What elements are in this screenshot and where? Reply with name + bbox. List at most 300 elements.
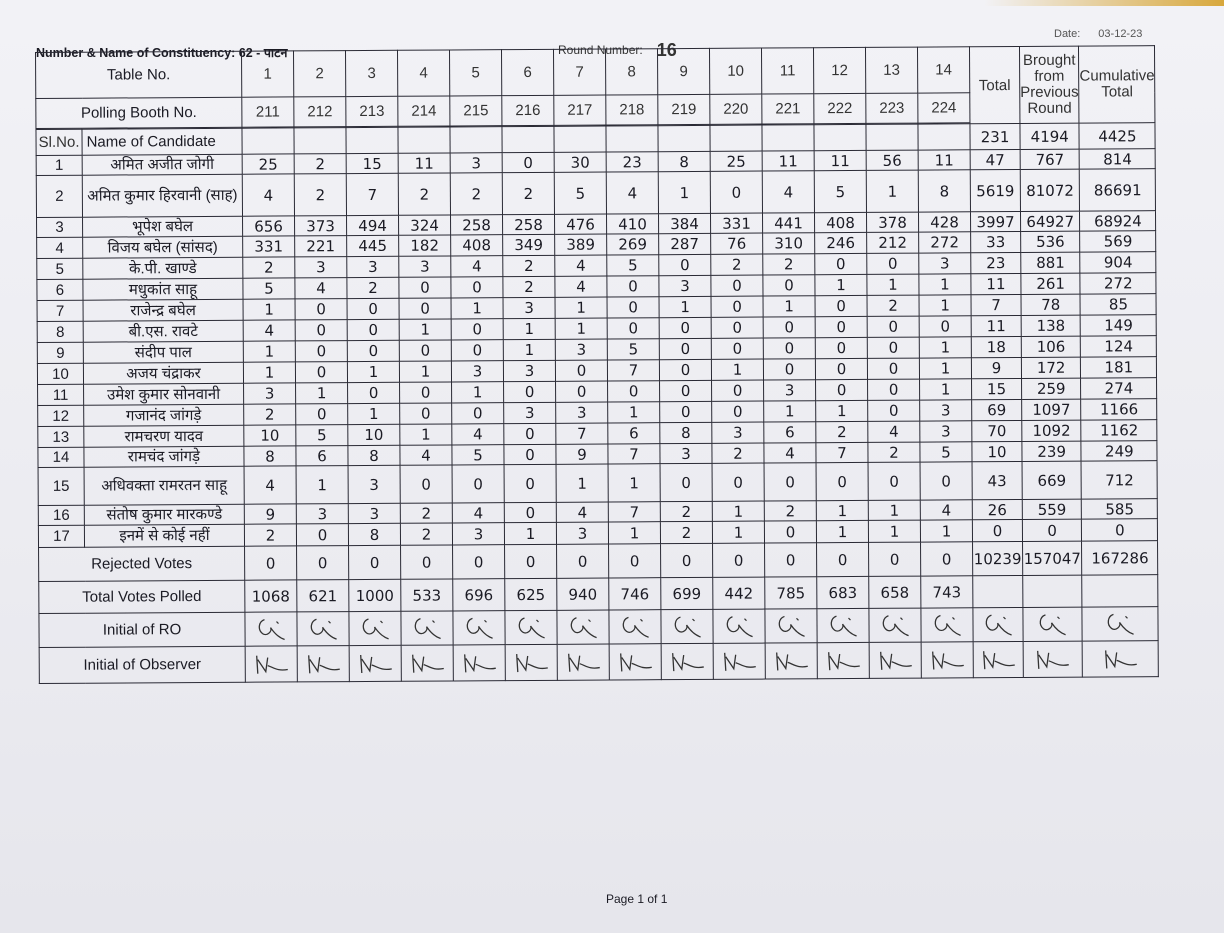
cumulative-cell: 181: [1081, 357, 1157, 378]
blank-cell: [1082, 575, 1158, 607]
vote-cell: 4: [606, 172, 658, 214]
ro-signature: [609, 610, 661, 644]
total-cell: 5619: [970, 169, 1020, 211]
cumulative-cell: 585: [1082, 499, 1158, 519]
vote-cell: 221: [295, 236, 347, 257]
vote-cell: 1: [243, 362, 295, 383]
vote-cell: 0: [920, 462, 972, 500]
vote-cell: 3: [920, 400, 972, 421]
vote-cell: 0: [452, 465, 504, 503]
blank-cell: [502, 126, 554, 152]
rejected-total: 10239: [973, 541, 1023, 575]
vote-cell: 2: [712, 443, 764, 463]
vote-cell: 4: [400, 445, 452, 465]
handwritten-initial-icon: [251, 651, 291, 677]
vote-cell: 6: [764, 422, 816, 443]
vote-cell: 76: [711, 233, 763, 254]
vote-cell: 441: [762, 213, 814, 233]
handwritten-initial-icon: [459, 650, 499, 676]
vote-cell: 3: [399, 256, 451, 277]
vote-cell: 2: [398, 173, 450, 215]
vote-cell: 0: [868, 462, 920, 500]
blank-cell: [554, 126, 606, 152]
vote-cell: 7: [607, 360, 659, 381]
vote-cell: 0: [399, 298, 451, 319]
vote-cell: 4: [242, 174, 294, 216]
vote-cell: 269: [607, 234, 659, 255]
rejected-cell: 0: [609, 544, 661, 578]
rejected-label: Rejected Votes: [39, 546, 245, 581]
vote-cell: 0: [763, 317, 815, 338]
cumulative-cell: 0: [1082, 519, 1158, 541]
vote-cell: 389: [555, 234, 607, 255]
vote-cell: 56: [866, 150, 918, 170]
handwritten-initial-icon: [670, 612, 704, 640]
vote-cell: 272: [919, 232, 971, 253]
vote-cell: 3: [712, 422, 764, 443]
vote-cell: 1: [503, 318, 555, 339]
serial-number: 10: [37, 363, 83, 384]
table-no-cell: 9: [657, 48, 709, 94]
blank-cell: [814, 124, 866, 150]
vote-cell: 246: [815, 232, 867, 253]
vote-cell: 2: [400, 503, 452, 523]
vote-cell: 0: [764, 463, 816, 501]
vote-cell: 4: [556, 502, 608, 522]
vote-cell: 2: [450, 173, 502, 215]
vote-cell: 1: [764, 401, 816, 422]
observer-label: Initial of Observer: [39, 646, 245, 683]
ro-signature: [297, 612, 349, 646]
vote-cell: 476: [555, 214, 607, 234]
serial-number: 17: [38, 525, 84, 547]
vote-cell: 378: [866, 212, 918, 232]
vote-cell: 0: [712, 463, 764, 501]
vote-cell: 2: [400, 523, 452, 545]
serial-number: 12: [38, 405, 84, 426]
candidate-name: बी.एस. रावटे: [83, 320, 243, 342]
vote-cell: 0: [504, 444, 556, 464]
name-header: Name of Candidate: [82, 128, 242, 155]
header-brought-value: 4194: [1020, 123, 1080, 149]
serial-number: 15: [38, 467, 84, 505]
vote-cell: 2: [244, 404, 296, 425]
vote-cell: 331: [243, 236, 295, 257]
vote-cell: 324: [399, 215, 451, 235]
brought-cell: 1097: [1022, 399, 1081, 420]
booth-no-cell: 220: [710, 94, 762, 124]
vote-cell: 0: [607, 276, 659, 297]
vote-cell: 310: [763, 233, 815, 254]
polled-cell: 625: [505, 578, 557, 610]
vote-cell: 1: [658, 171, 710, 213]
vote-cell: 428: [918, 212, 970, 232]
vote-cell: 1: [919, 295, 971, 316]
vote-cell: 1: [556, 464, 608, 502]
vote-cell: 0: [347, 319, 399, 340]
handwritten-initial-icon: [875, 647, 915, 673]
vote-cell: 3: [764, 380, 816, 401]
ro-signature: [401, 611, 453, 645]
table-no-cell: 4: [397, 50, 449, 96]
vote-cell: 0: [399, 277, 451, 298]
vote-cell: 1: [399, 319, 451, 340]
table-no-cell: 13: [865, 47, 917, 93]
vote-cell: 0: [400, 382, 452, 403]
cumulative-cell: 249: [1081, 441, 1157, 461]
vote-cell: 0: [347, 340, 399, 361]
observer-signature: [817, 642, 869, 678]
header-cumulative-value: 4425: [1079, 123, 1155, 149]
serial-number: 6: [37, 279, 83, 300]
table-no-cell: 5: [449, 50, 501, 96]
vote-cell: 7: [816, 442, 868, 462]
vote-cell: 3: [451, 361, 503, 382]
blank-cell: [606, 126, 658, 152]
handwritten-initial-icon: [618, 613, 652, 641]
vote-cell: 0: [504, 464, 556, 502]
rejected-cell: 0: [921, 542, 973, 576]
vote-cell: 1: [816, 520, 868, 542]
blank-cell: [294, 128, 346, 154]
vote-cell: 1: [919, 274, 971, 295]
vote-cell: 1: [712, 501, 764, 521]
polled-cell: 785: [765, 577, 817, 609]
rejected-cumulative: 167286: [1082, 541, 1158, 575]
vote-cell: 4: [451, 256, 503, 277]
blank-cell: [1023, 575, 1083, 607]
vote-cell: 0: [815, 316, 867, 337]
brought-cell: 881: [1021, 252, 1080, 273]
vote-cell: 2: [816, 421, 868, 442]
brought-cell: 536: [1021, 231, 1080, 252]
vote-cell: 287: [659, 233, 711, 254]
vote-cell: 331: [710, 213, 762, 233]
observer-signature: [661, 643, 713, 679]
vote-cell: 0: [659, 359, 711, 380]
table-no-row: [36, 46, 1156, 99]
vote-cell: 0: [712, 401, 764, 422]
vote-cell: 0: [504, 381, 556, 402]
ro-signature: [557, 610, 609, 644]
booth-no-cell: 211: [242, 97, 294, 127]
booth-no-cell: 221: [762, 94, 814, 124]
rejected-cell: 0: [453, 545, 505, 579]
cumulative-cell: 124: [1081, 336, 1157, 357]
page-number: Page 1 of 1: [606, 892, 668, 906]
slno-header: Sl.No.: [36, 129, 82, 155]
vote-cell: 11: [918, 150, 970, 170]
vote-cell: 494: [347, 215, 399, 235]
observer-signature: [245, 646, 297, 682]
ro-signature: [869, 608, 921, 642]
vote-cell: 0: [659, 338, 711, 359]
polled-cell: 533: [401, 579, 453, 611]
cumulative-cell: 904: [1080, 252, 1156, 273]
booth-no-cell: 219: [658, 94, 710, 124]
brought-cell: 64927: [1020, 211, 1079, 231]
polled-cell: 1000: [349, 579, 401, 611]
vote-cell: 8: [918, 170, 970, 212]
brought-cell: 106: [1021, 336, 1080, 357]
rejected-cell: 0: [869, 542, 921, 576]
page-corner-edge: [984, 0, 1224, 6]
vote-cell: 3: [296, 504, 348, 524]
polled-cell: 699: [661, 577, 713, 609]
observer-signature: [1023, 641, 1083, 677]
cumulative-cell: 814: [1079, 149, 1155, 169]
observer-signature: [869, 642, 921, 678]
vote-cell: 6: [296, 446, 348, 466]
table-no-cell: 11: [761, 48, 813, 94]
vote-cell: 0: [502, 152, 554, 172]
observer-signature: [921, 642, 973, 678]
ro-signature: [1082, 607, 1158, 641]
vote-cell: 8: [348, 523, 400, 545]
vote-cell: 1: [816, 500, 868, 520]
observer-signature: [765, 643, 817, 679]
vote-cell: 4: [452, 503, 504, 523]
table-no-cell: 3: [345, 50, 397, 96]
handwritten-initial-icon: [358, 614, 392, 642]
rejected-cell: 0: [557, 544, 609, 578]
handwritten-initial-icon: [771, 648, 811, 674]
booth-no-cell: 217: [554, 95, 606, 125]
booth-no-cell: 223: [866, 93, 918, 123]
vote-cell: 0: [348, 382, 400, 403]
candidate-name: मधुकांत साहू: [83, 278, 243, 300]
blank-cell: [973, 575, 1023, 607]
vote-cell: 5: [554, 172, 606, 214]
vote-cell: 0: [763, 359, 815, 380]
vote-cell: 0: [660, 380, 712, 401]
vote-cell: 1: [763, 296, 815, 317]
vote-cell: 1: [867, 274, 919, 295]
serial-number: 2: [36, 175, 82, 217]
ro-signature: [713, 609, 765, 643]
handwritten-initial-icon: [978, 647, 1018, 673]
cumulative-cell: 149: [1080, 315, 1156, 336]
vote-cell: 0: [660, 463, 712, 501]
vote-cell: 1: [400, 424, 452, 445]
cumulative-cell: 86691: [1080, 169, 1156, 211]
candidate-name: विजय बघेल (सांसद): [83, 236, 243, 258]
vote-cell: 656: [243, 216, 295, 236]
vote-cell: 11: [814, 150, 866, 170]
total-cell: 26: [972, 499, 1022, 519]
booth-no-cell: 222: [814, 93, 866, 123]
blank-cell: [242, 128, 294, 154]
vote-cell: 7: [556, 423, 608, 444]
vote-cell: 8: [658, 151, 710, 171]
brought-header: Brought from Previous Round: [1019, 46, 1079, 123]
constituency-title: Number & Name of Constituency: 62 - पाटन: [36, 46, 288, 60]
vote-cell: 2: [294, 174, 346, 216]
table-no-cell: 2: [293, 51, 345, 97]
vote-cell: 0: [763, 338, 815, 359]
vote-cell: 1: [243, 341, 295, 362]
observer-signature: [557, 644, 609, 680]
blank-cell: [710, 125, 762, 151]
blank-cell: [346, 127, 398, 153]
table-no-cell: 6: [501, 49, 553, 95]
vote-cell: 212: [867, 232, 919, 253]
vote-cell: 3: [450, 153, 502, 173]
vote-cell: 15: [346, 153, 398, 173]
vote-cell: 0: [400, 465, 452, 503]
brought-cell: 669: [1022, 461, 1082, 499]
vote-cell: 408: [814, 212, 866, 232]
vote-cell: 373: [295, 216, 347, 236]
serial-number: 16: [38, 505, 84, 525]
vote-cell: 1: [868, 500, 920, 520]
vote-cell: 30: [554, 152, 606, 172]
vote-cell: 1: [296, 383, 348, 404]
candidate-name: अजय चंद्राकर: [83, 362, 243, 384]
total-cell: 18: [971, 336, 1021, 357]
polled-cell: 940: [557, 578, 609, 610]
vote-cell: 1: [608, 522, 660, 544]
vote-cell: 1: [296, 466, 348, 504]
vote-cell: 4: [243, 320, 295, 341]
vote-cell: 0: [659, 254, 711, 275]
brought-cell: 559: [1022, 499, 1081, 519]
blank-cell: [762, 125, 814, 151]
blank-cell: [450, 127, 502, 153]
cumulative-cell: 1166: [1081, 399, 1157, 420]
vote-cell: 0: [815, 358, 867, 379]
vote-cell: 1: [555, 318, 607, 339]
vote-cell: 1: [451, 298, 503, 319]
rejected-cell: 0: [661, 543, 713, 577]
vote-cell: 5: [243, 278, 295, 299]
vote-cell: 3: [347, 256, 399, 277]
vote-cell: 1: [919, 337, 971, 358]
vote-cell: 3: [348, 503, 400, 523]
polled-cell: 442: [713, 577, 765, 609]
cumulative-cell: 712: [1081, 461, 1157, 499]
vote-cell: 445: [347, 235, 399, 256]
ro-label: Initial of RO: [39, 612, 245, 647]
candidate-name: अमित कुमार हिरवानी (साह): [82, 174, 242, 217]
polled-label: Total Votes Polled: [39, 580, 245, 613]
vote-cell: 1: [348, 403, 400, 424]
handwritten-initial-icon: [667, 648, 707, 674]
vote-cell: 0: [295, 341, 347, 362]
vote-cell: 0: [815, 253, 867, 274]
result-table: [35, 45, 1159, 684]
vote-cell: 0: [504, 423, 556, 444]
vote-cell: 2: [711, 254, 763, 275]
vote-cell: 7: [608, 502, 660, 522]
serial-number: 8: [37, 321, 83, 342]
vote-cell: 3: [555, 339, 607, 360]
blank-cell: [398, 127, 450, 153]
polled-cell: 621: [297, 580, 349, 612]
vote-cell: 2: [503, 276, 555, 297]
vote-cell: 7: [608, 444, 660, 464]
table-no-cell: 7: [553, 49, 605, 95]
ro-signature: [973, 607, 1023, 641]
vote-cell: 0: [816, 462, 868, 500]
observer-signature: [453, 645, 505, 681]
rejected-cell: 0: [349, 545, 401, 579]
vote-cell: 349: [503, 234, 555, 255]
vote-cell: 0: [347, 298, 399, 319]
booth-no-cell: 212: [294, 97, 346, 127]
vote-cell: 4: [555, 255, 607, 276]
vote-cell: 3: [659, 275, 711, 296]
total-cell: 9: [971, 357, 1021, 378]
handwritten-initial-icon: [566, 613, 600, 641]
vote-cell: 0: [607, 318, 659, 339]
vote-cell: 9: [556, 444, 608, 464]
candidate-name: के.पी. खाण्डे: [83, 257, 243, 279]
observer-signature: [609, 644, 661, 680]
vote-cell: 4: [920, 500, 972, 520]
vote-cell: 0: [451, 277, 503, 298]
vote-cell: 25: [710, 151, 762, 171]
serial-number: 7: [37, 300, 83, 321]
vote-cell: 10: [348, 424, 400, 445]
handwritten-initial-icon: [355, 650, 395, 676]
vote-cell: 2: [867, 295, 919, 316]
handwritten-initial-icon: [823, 647, 863, 673]
vote-cell: 2: [294, 154, 346, 174]
ro-signature: [661, 609, 713, 643]
vote-cell: 4: [868, 421, 920, 442]
serial-number: 5: [37, 258, 83, 279]
vote-cell: 1: [920, 379, 972, 400]
vote-cell: 2: [503, 255, 555, 276]
vote-cell: 1: [452, 382, 504, 403]
vote-cell: 9: [244, 504, 296, 524]
vote-cell: 0: [867, 316, 919, 337]
rejected-cell: 0: [817, 542, 869, 576]
vote-cell: 0: [608, 381, 660, 402]
ro-signature: [245, 612, 297, 646]
handwritten-initial-icon: [254, 615, 288, 643]
vote-cell: 0: [556, 381, 608, 402]
total-cell: 33: [971, 231, 1021, 252]
candidate-name: अमित अजीत जोगी: [82, 154, 242, 175]
vote-cell: 3: [504, 402, 556, 423]
total-cell: 69: [972, 399, 1022, 420]
table-no-cell: 8: [605, 49, 657, 95]
vote-cell: 2: [502, 172, 554, 214]
serial-number: 1: [36, 155, 82, 175]
vote-cell: 5: [607, 339, 659, 360]
vote-cell: 3: [244, 383, 296, 404]
vote-cell: 4: [244, 466, 296, 504]
vote-cell: 0: [659, 317, 711, 338]
handwritten-initial-icon: [303, 651, 343, 677]
vote-cell: 8: [244, 446, 296, 466]
candidate-name: गजानंद जांगड़े: [84, 404, 244, 426]
serial-number: 3: [37, 217, 83, 237]
vote-cell: 5: [814, 170, 866, 212]
rejected-cell: 0: [245, 546, 297, 580]
observer-signature: [1082, 641, 1158, 677]
handwritten-initial-icon: [1101, 646, 1141, 672]
vote-cell: 0: [868, 379, 920, 400]
brought-cell: 767: [1020, 149, 1079, 169]
polled-cell: 1068: [245, 580, 297, 612]
vote-cell: 1: [711, 359, 763, 380]
handwritten-initial-icon: [407, 650, 447, 676]
handwritten-initial-icon: [615, 649, 655, 675]
vote-cell: 3: [919, 253, 971, 274]
